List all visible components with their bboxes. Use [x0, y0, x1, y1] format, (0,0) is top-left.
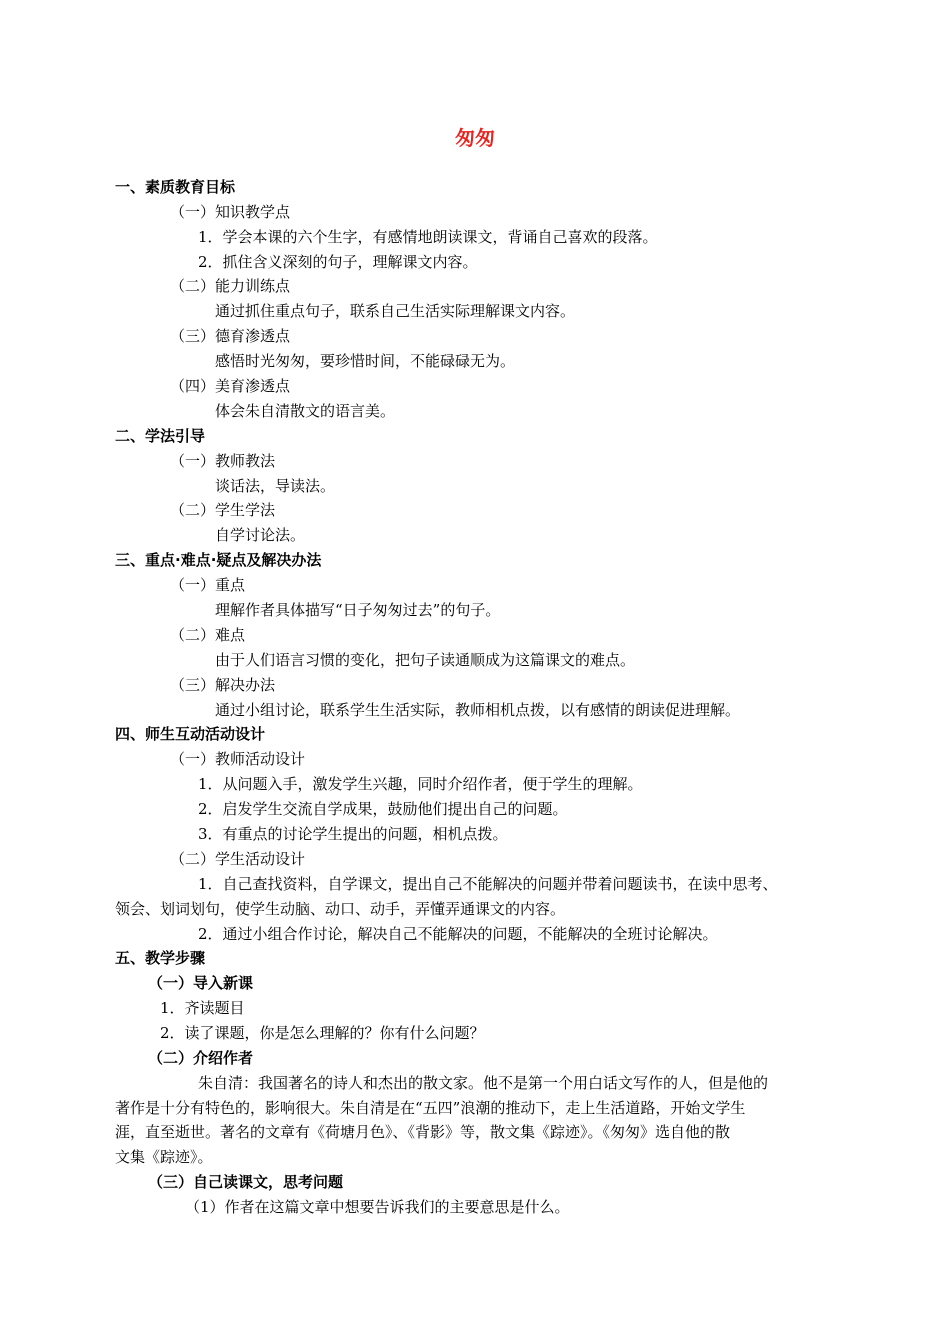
paragraph: 理解作者具体描写“日子匆匆过去”的句子。 [215, 601, 501, 619]
paragraph: 著作是十分有特色的，影响很大。朱自清是在“五四”浪潮的推动下，走上生活道路，开始文学生 [115, 1099, 746, 1117]
subheading: （一）教师教法 [170, 452, 276, 470]
list-item: 1．学会本课的六个生字，有感情地朗读课文，背诵自己喜欢的段落。 [198, 228, 658, 246]
list-item: 1．自己查找资料，自学课文，提出自己不能解决的问题并带着问题读书，在读中思考、 [198, 875, 778, 893]
paragraph: 谈话法，导读法。 [215, 477, 336, 495]
step-heading: （一）导入新课 [148, 974, 254, 992]
paragraph: 通过小组讨论，联系学生生活实际，教师相机点拨，以有感情的朗读促进理解。 [215, 701, 741, 719]
subheading: （三）解决办法 [170, 676, 276, 694]
list-item-continuation: 领会、划词划句，使学生动脑、动口、动手，弄懂弄通课文的内容。 [115, 900, 566, 918]
subheading: （三）德育渗透点 [170, 327, 291, 345]
section-heading-2: 二、学法引导 [115, 427, 206, 445]
list-item: 2．读了课题，你是怎么理解的？你有什么问题？ [160, 1024, 485, 1042]
list-item: 2．抓住含义深刻的句子，理解课文内容。 [198, 253, 478, 271]
page-title: 匆匆 [455, 126, 495, 150]
paragraph: 文集《踪迹》。 [115, 1148, 213, 1166]
subheading: （一）知识教学点 [170, 203, 291, 221]
list-item: 1．从问题入手，激发学生兴趣，同时介绍作者，便于学生的理解。 [198, 775, 643, 793]
subheading: （二）能力训练点 [170, 277, 291, 295]
list-item: 2．通过小组合作讨论，解决自己不能解决的问题，不能解决的全班讨论解决。 [198, 925, 718, 943]
list-item: 2．启发学生交流自学成果，鼓励他们提出自己的问题。 [198, 800, 568, 818]
section-heading-5: 五、教学步骤 [115, 949, 206, 967]
paragraph: 自学讨论法。 [215, 526, 306, 544]
subheading: （一）重点 [170, 576, 246, 594]
subheading: （二）难点 [170, 626, 246, 644]
list-item: 1．齐读题目 [160, 999, 245, 1017]
paragraph: 体会朱自清散文的语言美。 [215, 402, 396, 420]
section-heading-3: 三、重点·难点·疑点及解决办法 [115, 551, 322, 569]
subheading: （一）教师活动设计 [170, 750, 306, 768]
subheading: （四）美育渗透点 [170, 377, 291, 395]
paragraph: 感悟时光匆匆，要珍惜时间，不能碌碌无为。 [215, 352, 516, 370]
question-item: （1）作者在这篇文章中想要告诉我们的主要意思是什么。 [185, 1198, 570, 1216]
paragraph: 由于人们语言习惯的变化，把句子读通顺成为这篇课文的难点。 [215, 651, 636, 669]
step-heading: （二）介绍作者 [148, 1049, 254, 1067]
step-heading: （三）自己读课文，思考问题 [148, 1173, 344, 1191]
list-item: 3．有重点的讨论学生提出的问题，相机点拨。 [198, 825, 508, 843]
paragraph: 通过抓住重点句子，联系自己生活实际理解课文内容。 [215, 302, 576, 320]
paragraph: 涯，直至逝世。著名的文章有《荷塘月色》、《背影》等，散文集《踪迹》。《匆匆》选自他的散 [115, 1123, 731, 1141]
paragraph: 朱自清：我国著名的诗人和杰出的散文家。他不是第一个用白话文写作的人，但是他的 [198, 1074, 769, 1092]
subheading: （二）学生学法 [170, 501, 276, 519]
subheading: （二）学生活动设计 [170, 850, 306, 868]
section-heading-1: 一、素质教育目标 [115, 178, 236, 196]
section-heading-4: 四、师生互动活动设计 [115, 725, 266, 743]
